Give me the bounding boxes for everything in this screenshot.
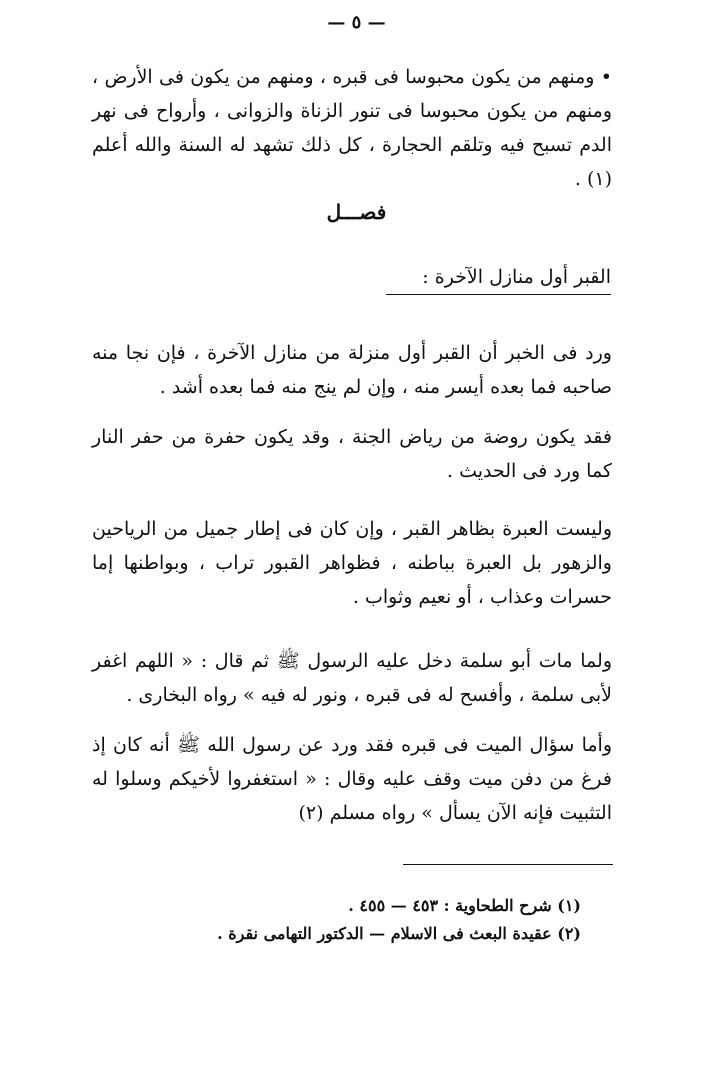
paragraph-garden-or-pit: فقد يكون روضة من رياض الجنة ، وقد يكون حفرة من حفر النار كما ورد فى الحديث . <box>92 426 612 482</box>
paragraph-inner-reality: وليست العبرة بظاهر القبر ، وإن كان فى إطار جميل من الرياحين والزهور بل العبرة بباطنه ، فظواهر القبور تراب ، وبواطنها إما حسرات وعذاب ، أو نعيم وثواب . <box>92 518 612 608</box>
paragraph-questioning: وأما سؤال الميت فى قبره فقد ورد عن رسول الله ﷺ أنه كان إذ فرغ من دفن ميت وقف عليه وقال : « استغفروا لأخيكم وسلوا له التثبيت فإنه الآن يسأل » رواه مسلم (٢) <box>92 734 612 824</box>
footnote-2: (٢) عقيدة البعث فى الاسلام — الدكتور التهامى نقرة . <box>217 924 581 943</box>
section-title: فصـــل <box>326 200 387 224</box>
paragraph-intro: • ومنهم من يكون محبوسا فى قبره ، ومنهم من يكون فى الأرض ، ومنهم من يكون محبوسا فى تنور الزناة والزوانى ، وأرواح فى نهر الدم تسبح فيه وتلقم الحجارة ، كل ذلك تشهد له السنة والله أعلم (١) . <box>92 66 612 190</box>
footnote-1: (١) شرح الطحاوية : ٤٥٣ — ٤٥٥ . <box>348 896 581 915</box>
paragraph-abu-salama: ولما مات أبو سلمة دخل عليه الرسول ﷺ ثم قال : « اللهم اغفر لأبى سلمة ، وأفسح له فى قبره ، ونور له فيه » رواه البخارى . <box>92 650 612 706</box>
footnotes <box>217 892 581 948</box>
page-number: — ٥ — <box>327 12 386 33</box>
paragraph-grave-first-station: ورد فى الخبر أن القبر أول منزلة من منازل الآخرة ، فإن نجا منه صاحبه فما بعده أيسر منه ، وإن لم ينج منه فما بعده أشد . <box>92 342 612 398</box>
subheading-container <box>386 262 611 295</box>
footnote-divider <box>403 864 613 865</box>
subheading-grave-first-station: القبر أول منازل الآخرة : <box>386 262 611 295</box>
